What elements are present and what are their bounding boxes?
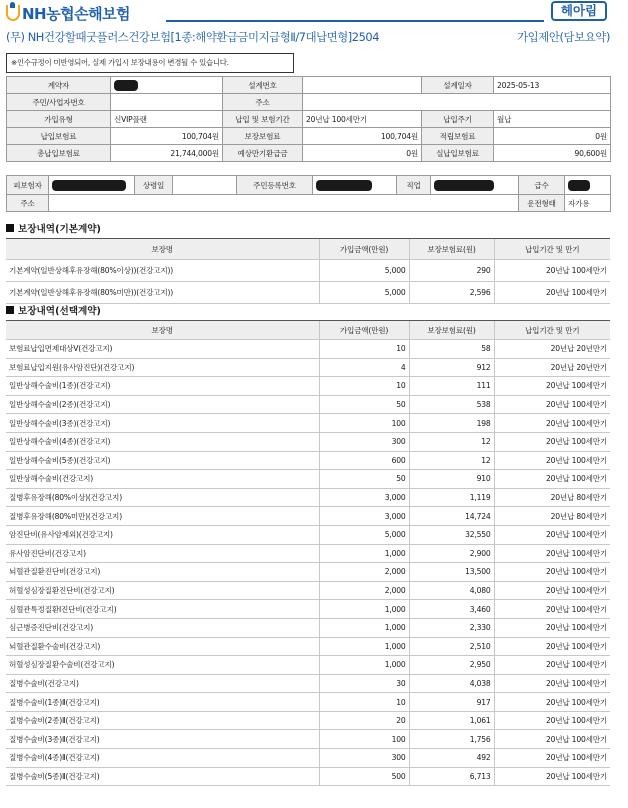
- amount-cell: 4: [319, 358, 409, 377]
- actual-premium-label: 실납입보험료: [422, 145, 494, 162]
- notice-box: ※인수규정이 미반영되어, 실제 가입시 보장내용이 변경될 수 있습니다.: [6, 53, 294, 73]
- amount-cell: 10: [319, 693, 409, 712]
- actual-premium-value: 90,600원: [494, 145, 611, 162]
- document-type: 가입제안(담보요약): [517, 30, 610, 44]
- design-no-value: [303, 77, 422, 94]
- period-cell: 20년납 100세만기: [494, 470, 610, 489]
- col-name-header: 보장명: [6, 321, 319, 340]
- coverage-name-cell: 기본계약(일반상해후유장해(80%이상))(건강고지)): [6, 260, 319, 282]
- job-label: 직업: [397, 176, 431, 195]
- title-row: [6, 29, 610, 45]
- design-date-value: 2025-05-13: [494, 77, 611, 94]
- table-row: [6, 260, 610, 282]
- coverage-name-cell: 질병수술비(3종)Ⅱ(건강고지): [6, 730, 319, 749]
- nickname-label: 상령일: [135, 176, 173, 195]
- coverage-name-cell: 질병수술비(5종)Ⅱ(건강고지): [6, 767, 319, 786]
- amount-cell: 50: [319, 470, 409, 489]
- period-cell: 20년납 100세만기: [494, 656, 610, 675]
- premium-cell: 2,596: [409, 282, 494, 304]
- premium-cell: 4,038: [409, 674, 494, 693]
- period-cell: 20년납 100세만기: [494, 749, 610, 768]
- col-period-header: 납입기간 및 만기: [494, 321, 610, 340]
- redacted-mark: [114, 80, 138, 91]
- nh-logo-icon: [6, 5, 20, 21]
- premium-cell: 1,061: [409, 711, 494, 730]
- amount-cell: 100: [319, 414, 409, 433]
- insured-info-table: [6, 175, 611, 212]
- coverage-name-cell: 뇌혈관질환수술비(건강고지): [6, 637, 319, 656]
- contractor-label: 계약자: [7, 77, 111, 94]
- table-row: [6, 618, 610, 637]
- payment-cycle-label: 납입주기: [422, 111, 494, 128]
- coverage-name-cell: 질병수술비(1종)Ⅱ(건강고지): [6, 693, 319, 712]
- amount-cell: 1,000: [319, 656, 409, 675]
- premium-cell: 2,950: [409, 656, 494, 675]
- product-title: (무) NH건강할때굿플러스건강보험[1종:해약환급금미지급형Ⅱ/7대납면형]2504: [6, 30, 379, 44]
- period-cell: 20년납 100세만기: [494, 767, 610, 786]
- table-row: [6, 581, 610, 600]
- insured-name-value: [49, 176, 135, 195]
- company-name: NH농협손해보험: [22, 4, 131, 23]
- optional-coverage-title: 보장내역(선택계약): [18, 306, 101, 317]
- brand-badge: 헤아림: [551, 1, 607, 21]
- job-value: [431, 176, 519, 195]
- period-cell: 20년납 100세만기: [494, 432, 610, 451]
- premium-cell: 198: [409, 414, 494, 433]
- amount-cell: 2,000: [319, 581, 409, 600]
- premium-cell: 4,080: [409, 581, 494, 600]
- col-premium-header: 보장보험료(원): [409, 239, 494, 260]
- redacted-mark: [434, 180, 494, 191]
- period-cell: 20년납 80세만기: [494, 488, 610, 507]
- table-row: [6, 693, 610, 712]
- bizno-value: [111, 94, 223, 111]
- coverage-name-cell: 허혈성심장질환수술비(건강고지): [6, 656, 319, 675]
- coverage-name-cell: 일반상해수술비(1종)(건강고지): [6, 377, 319, 396]
- coverage-name-cell: 허혈성심장질환진단비(건강고지): [6, 581, 319, 600]
- bizno-label: 주민/사업자번호: [7, 94, 111, 111]
- period-cell: 20년납 20년만기: [494, 340, 610, 359]
- address-value: [303, 94, 611, 111]
- term-value: 20년납 100세만기: [303, 111, 422, 128]
- period-cell: 20년납 20년만기: [494, 358, 610, 377]
- maturity-refund-value: 0원: [303, 145, 422, 162]
- amount-cell: 100: [319, 730, 409, 749]
- insured-label: 피보험자: [7, 176, 49, 195]
- amount-cell: 50: [319, 395, 409, 414]
- amount-cell: 1,000: [319, 618, 409, 637]
- coverage-name-cell: 심근병증진단비(건강고지): [6, 618, 319, 637]
- premium-cell: 1,756: [409, 730, 494, 749]
- table-row: [6, 767, 610, 786]
- coverage-name-cell: 질병후유장해(80%이상)(건강고지): [6, 488, 319, 507]
- period-cell: 20년납 100세만기: [494, 377, 610, 396]
- premium-cell: 912: [409, 358, 494, 377]
- square-bullet-icon: [6, 224, 14, 232]
- base-coverage-table: [6, 238, 610, 304]
- amount-cell: 1,000: [319, 544, 409, 563]
- amount-cell: 600: [319, 451, 409, 470]
- premium-cell: 538: [409, 395, 494, 414]
- coverage-name-cell: 일반상해수술비(5종)(건강고지): [6, 451, 319, 470]
- term-label: 납입 및 보험기간: [223, 111, 303, 128]
- amount-cell: 300: [319, 749, 409, 768]
- coverage-name-cell: 보험료납입지원(유사암진단)(건강고지): [6, 358, 319, 377]
- design-no-label: 설계번호: [223, 77, 303, 94]
- amount-cell: 3,000: [319, 488, 409, 507]
- optional-coverage-heading: [6, 303, 101, 317]
- period-cell: 20년납 100세만기: [494, 414, 610, 433]
- table-row: [6, 377, 610, 396]
- table-row: [6, 525, 610, 544]
- coverage-name-cell: 심혈관특정질환Ⅰ진단비(건강고지): [6, 600, 319, 619]
- coverage-name-cell: 보험료납입면제대상Ⅴ(건강고지): [6, 340, 319, 359]
- amount-cell: 10: [319, 340, 409, 359]
- redacted-mark: [316, 180, 372, 191]
- coverage-name-cell: 암진단비(유사암제외)(건강고지): [6, 525, 319, 544]
- period-cell: 20년납 100세만기: [494, 581, 610, 600]
- rrn-label: 주민등록번호: [237, 176, 313, 195]
- table-row: [6, 358, 610, 377]
- table-row: [6, 749, 610, 768]
- header-rule: [166, 20, 544, 22]
- grade-value: [565, 176, 611, 195]
- base-coverage-heading: [6, 221, 101, 235]
- table-row: [6, 395, 610, 414]
- premium-cell: 111: [409, 377, 494, 396]
- coverage-name-cell: 일반상해수술비(3종)(건강고지): [6, 414, 319, 433]
- payment-cycle-value: 월납: [494, 111, 611, 128]
- coverage-name-cell: 질병수술비(2종)Ⅱ(건강고지): [6, 711, 319, 730]
- period-cell: 20년납 100세만기: [494, 260, 610, 282]
- table-row: [6, 414, 610, 433]
- base-coverage-rows: [6, 260, 610, 304]
- amount-cell: 300: [319, 432, 409, 451]
- coverage-name-cell: 일반상해수술비(2종)(건강고지): [6, 395, 319, 414]
- total-premium-label: 총납입보험료: [7, 145, 111, 162]
- period-cell: 20년납 80세만기: [494, 507, 610, 526]
- table-row: [6, 340, 610, 359]
- redacted-mark: [568, 180, 590, 191]
- amount-cell: 1,000: [319, 600, 409, 619]
- amount-cell: 30: [319, 674, 409, 693]
- period-cell: 20년납 100세만기: [494, 544, 610, 563]
- premium-cell: 2,330: [409, 618, 494, 637]
- driving-type-label: 운전형태: [519, 195, 565, 212]
- design-date-label: 설계일자: [422, 77, 494, 94]
- period-cell: 20년납 100세만기: [494, 395, 610, 414]
- amount-cell: 5,000: [319, 260, 409, 282]
- premium-cell: 3,460: [409, 600, 494, 619]
- premium-cell: 14,724: [409, 507, 494, 526]
- coverage-name-cell: 질병수술비(건강고지): [6, 674, 319, 693]
- period-cell: 20년납 100세만기: [494, 711, 610, 730]
- coverage-name-cell: 일반상해수술비(4종)(건강고지): [6, 432, 319, 451]
- period-cell: 20년납 100세만기: [494, 563, 610, 582]
- amount-cell: 10: [319, 377, 409, 396]
- address-label: 주소: [223, 94, 303, 111]
- period-cell: 20년납 100세만기: [494, 674, 610, 693]
- amount-cell: 5,000: [319, 282, 409, 304]
- join-type-value: 신VIP플랜: [111, 111, 223, 128]
- col-amount-header: 가입금액(만원): [319, 239, 409, 260]
- amount-cell: 3,000: [319, 507, 409, 526]
- table-row: [6, 674, 610, 693]
- premium-cell: 2,900: [409, 544, 494, 563]
- period-cell: 20년납 100세만기: [494, 451, 610, 470]
- grade-label: 급수: [519, 176, 565, 195]
- contractor-value: [111, 77, 223, 94]
- period-cell: 20년납 100세만기: [494, 693, 610, 712]
- amount-cell: 1,000: [319, 637, 409, 656]
- table-row: [6, 730, 610, 749]
- optional-coverage-table: [6, 320, 610, 786]
- optional-coverage-rows: [6, 340, 610, 786]
- total-premium-value: 21,744,000원: [111, 145, 223, 162]
- period-cell: 20년납 100세만기: [494, 618, 610, 637]
- insured-address-label: 주소: [7, 195, 49, 212]
- premium-cell: 2,510: [409, 637, 494, 656]
- premium-cell: 13,500: [409, 563, 494, 582]
- contract-info-table: [6, 76, 611, 162]
- premium-cell: 12: [409, 432, 494, 451]
- premium-cell: 12: [409, 451, 494, 470]
- coverage-name-cell: 질병후유장해(80%미만)(건강고지): [6, 507, 319, 526]
- coverage-name-cell: 유사암진단비(건강고지): [6, 544, 319, 563]
- table-row: [6, 451, 610, 470]
- document-header: [0, 0, 628, 26]
- premium-cell: 1,119: [409, 488, 494, 507]
- coverage-name-cell: 질병수술비(4종)Ⅱ(건강고지): [6, 749, 319, 768]
- col-amount-header: 가입금액(만원): [319, 321, 409, 340]
- premium-cell: 290: [409, 260, 494, 282]
- period-cell: 20년납 100세만기: [494, 600, 610, 619]
- redacted-mark: [52, 180, 126, 191]
- period-cell: 20년납 100세만기: [494, 637, 610, 656]
- table-row: [6, 656, 610, 675]
- premium-cell: 917: [409, 693, 494, 712]
- amount-cell: 5,000: [319, 525, 409, 544]
- amount-cell: 20: [319, 711, 409, 730]
- table-row: [6, 282, 610, 304]
- coverage-premium-label: 보장보험료: [223, 128, 303, 145]
- table-row: [6, 470, 610, 489]
- col-period-header: 납입기간 및 만기: [494, 239, 610, 260]
- period-cell: 20년납 100세만기: [494, 730, 610, 749]
- nickname-value: [173, 176, 237, 195]
- premium-cell: 32,550: [409, 525, 494, 544]
- premium-label: 납입보험료: [7, 128, 111, 145]
- premium-value: 100,704원: [111, 128, 223, 145]
- insured-address-value: [49, 195, 519, 212]
- maturity-refund-label: 예상만기환급금: [223, 145, 303, 162]
- coverage-premium-value: 100,704원: [303, 128, 422, 145]
- table-row: [6, 507, 610, 526]
- driving-type-value: 자가용: [565, 195, 611, 212]
- table-row: [6, 563, 610, 582]
- coverage-name-cell: 뇌혈관질환진단비(건강고지): [6, 563, 319, 582]
- table-row: [6, 432, 610, 451]
- company-logo: [6, 2, 130, 24]
- col-name-header: 보장명: [6, 239, 319, 260]
- rrn-value: [313, 176, 397, 195]
- coverage-name-cell: 일반상해수술비(건강고지): [6, 470, 319, 489]
- amount-cell: 500: [319, 767, 409, 786]
- premium-cell: 6,713: [409, 767, 494, 786]
- premium-cell: 58: [409, 340, 494, 359]
- saving-premium-label: 적립보험료: [422, 128, 494, 145]
- amount-cell: 2,000: [319, 563, 409, 582]
- period-cell: 20년납 100세만기: [494, 282, 610, 304]
- base-coverage-title: 보장내역(기본계약): [18, 224, 101, 235]
- table-row: [6, 637, 610, 656]
- premium-cell: 910: [409, 470, 494, 489]
- period-cell: 20년납 100세만기: [494, 525, 610, 544]
- saving-premium-value: 0원: [494, 128, 611, 145]
- table-row: [6, 711, 610, 730]
- table-row: [6, 544, 610, 563]
- table-row: [6, 600, 610, 619]
- coverage-name-cell: 기본계약(일반상해후유장해(80%미만))(건강고지)): [6, 282, 319, 304]
- premium-cell: 492: [409, 749, 494, 768]
- square-bullet-icon: [6, 306, 14, 314]
- table-row: [6, 488, 610, 507]
- join-type-label: 가입유형: [7, 111, 111, 128]
- col-premium-header: 보장보험료(원): [409, 321, 494, 340]
